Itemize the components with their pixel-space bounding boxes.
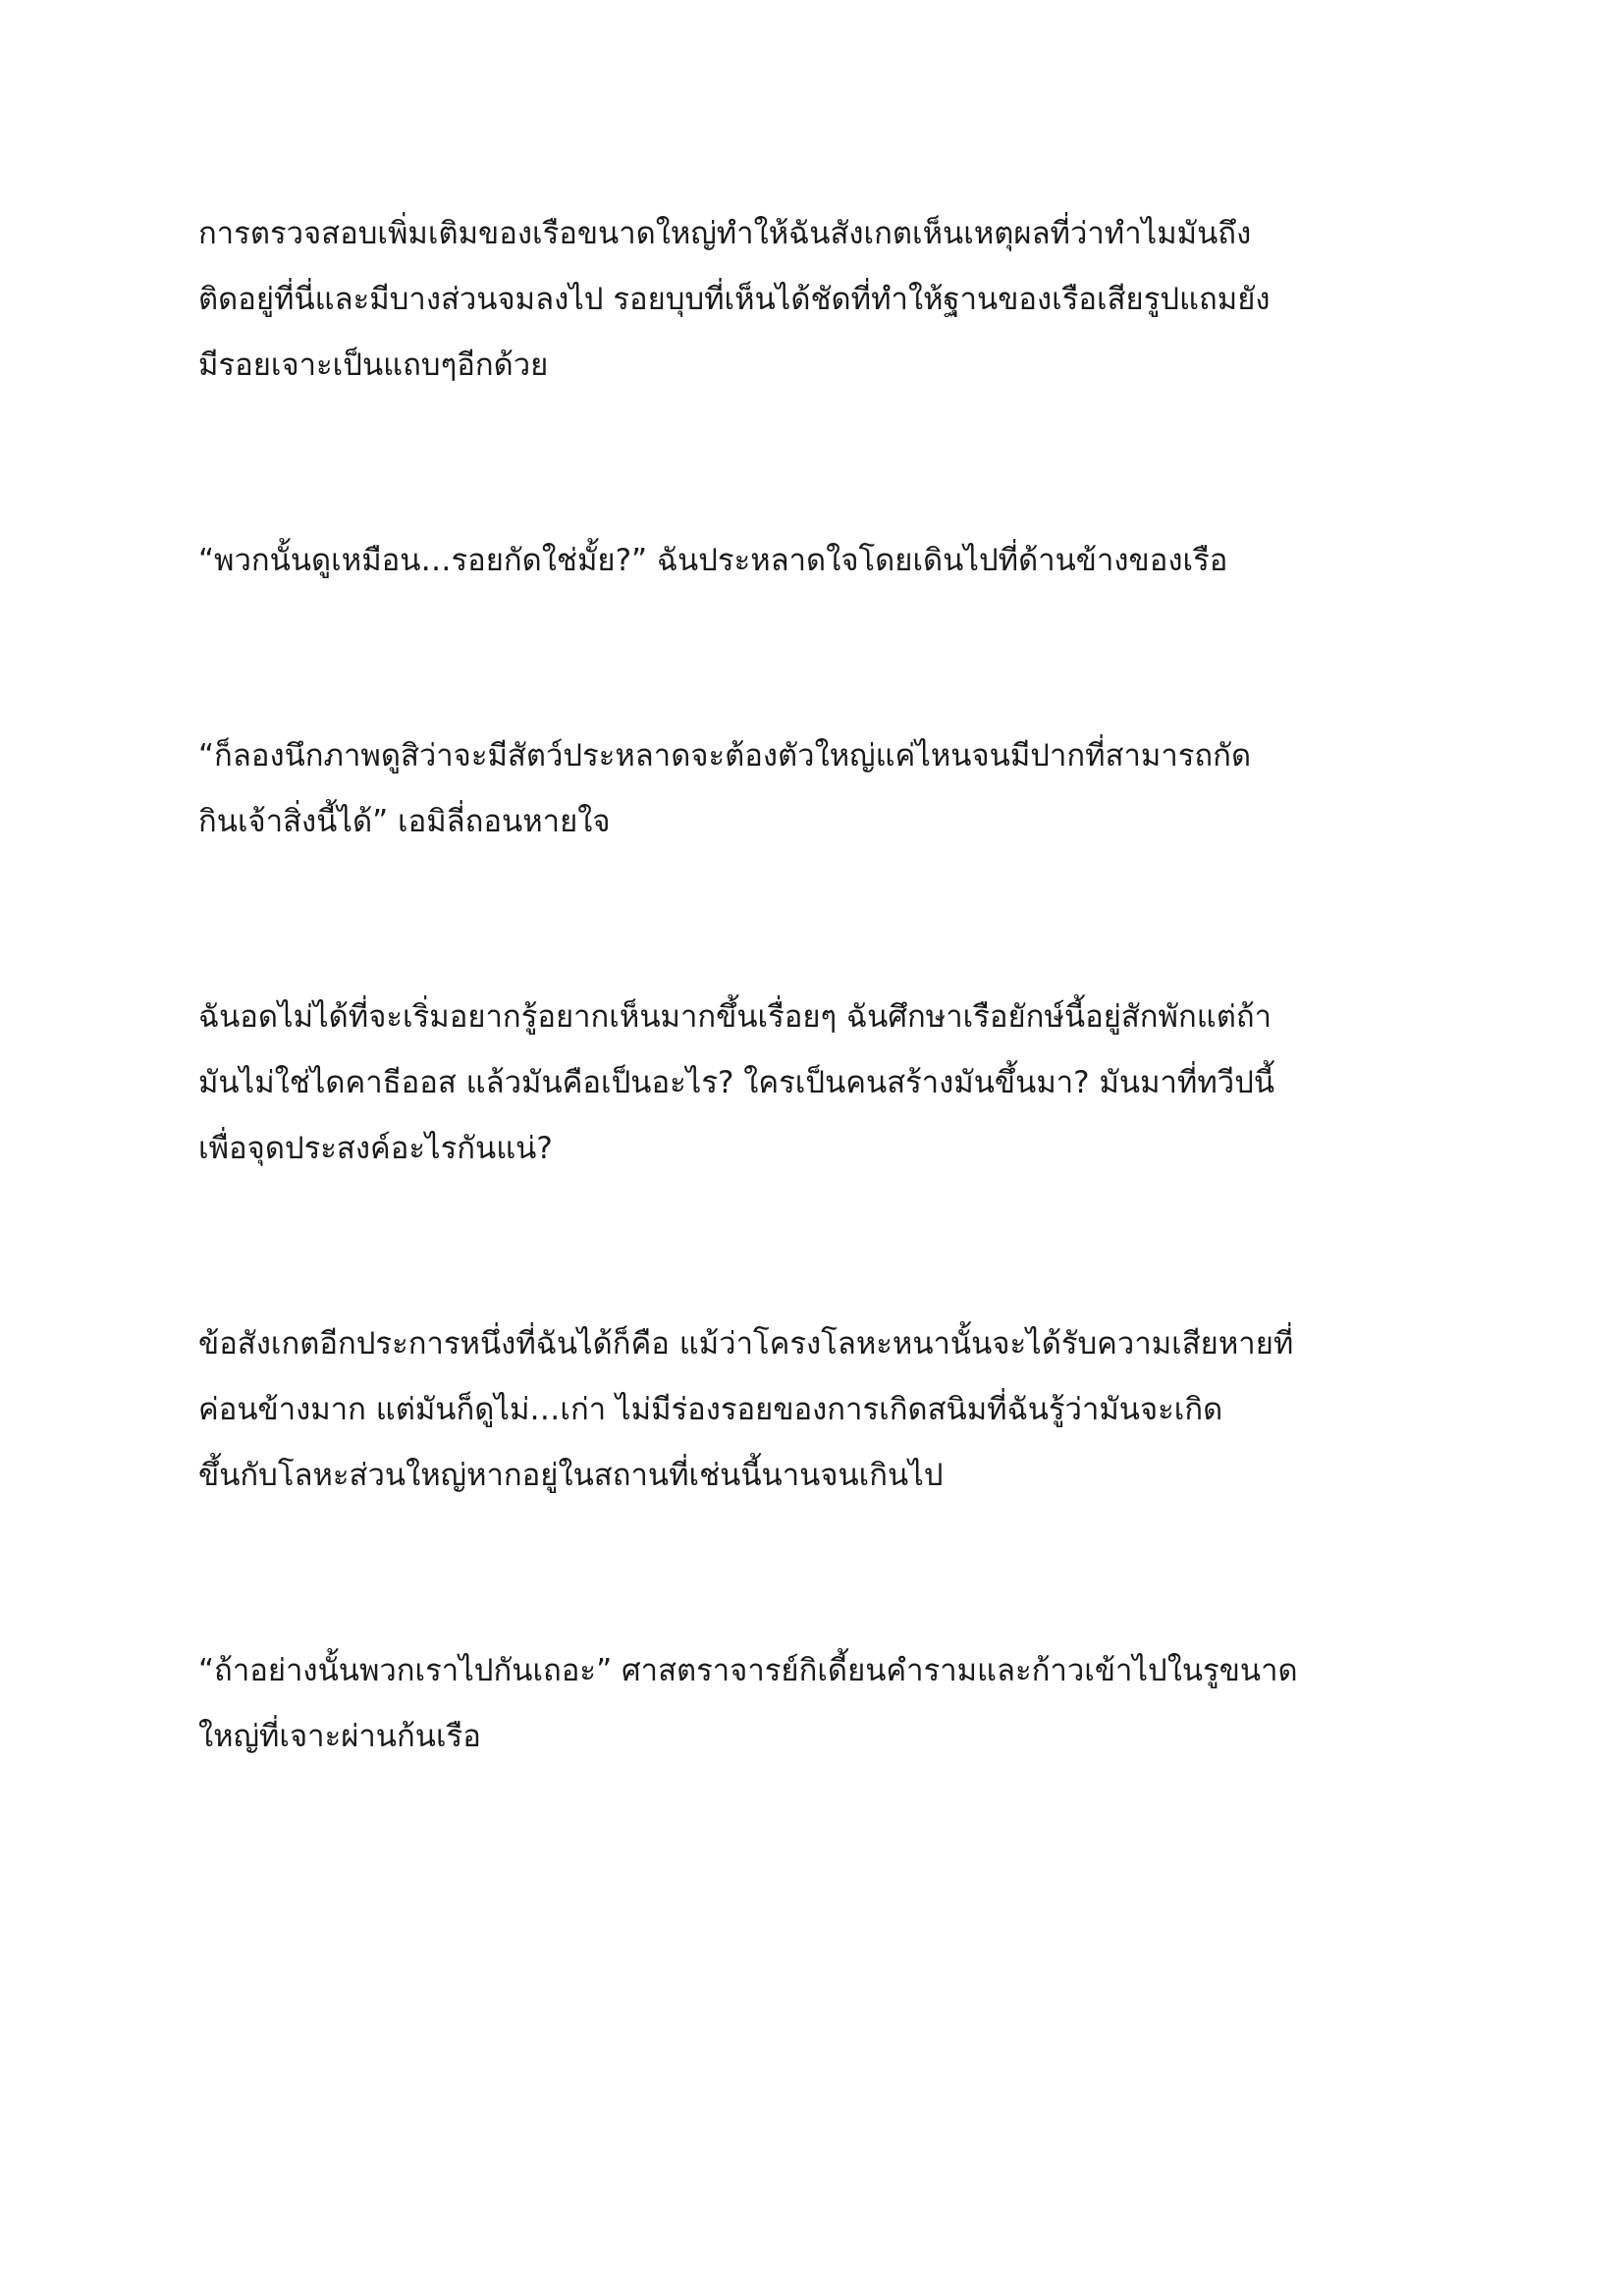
paragraph-gap — [198, 594, 1445, 723]
paragraph-4 — [198, 985, 1445, 1182]
paragraph-gap — [198, 855, 1445, 985]
paragraph-gap — [198, 1182, 1445, 1311]
paragraph-line: มันไม่ใช่ไดคาธีออส แล้วมันคือเป็นอะไร? ใครเป็นคนสร้างมันขึ้นมา? มันมาที่ทวีปนี้ — [198, 1065, 1275, 1100]
paragraph-line: ใหญ่ที่เจาะผ่านก้นเรือ — [198, 1719, 481, 1754]
paragraph-6 — [198, 1638, 1445, 1770]
paragraph-line: ฉันอดไม่ได้ที่จะเริ่มอยากรู้อยากเห็นมากขึ้นเรื่อยๆ ฉันศึกษาเรือยักษ์นี้อยู่สักพักแต่ถ้า — [198, 999, 1272, 1035]
paragraph-line: กินเจ้าสิ่งนี้ได้” เอมิลี่ถอนหายใจ — [198, 804, 611, 839]
paragraph-gap — [198, 399, 1445, 528]
paragraph-line: มีรอยเจาะเป็นแถบๆอีกด้วย — [198, 347, 549, 383]
paragraph-gap — [198, 1509, 1445, 1638]
paragraph-line: “พวกนั้นดูเหมือน…รอยกัดใช่มั้ย?” ฉันประหลาดใจโดยเดินไปที่ด้านข้างของเรือ — [198, 543, 1228, 578]
paragraph-line: ติดอยู่ที่นี่และมีบางส่วนจมลงไป รอยบุบที่เห็นได้ชัดที่ทำให้ฐานของเรือเสียรูปแถมยัง — [198, 282, 1271, 317]
paragraph-line: “ถ้าอย่างนั้นพวกเราไปกันเถอะ” ศาสตราจารย์กิเดี้ยนคำรามและก้าวเข้าไปในรูขนาด — [198, 1653, 1298, 1688]
document-body — [198, 201, 1445, 1770]
paragraph-2 — [198, 528, 1445, 594]
paragraph-line: ข้อสังเกตอีกประการหนึ่งที่ฉันได้ก็คือ แม้ว่าโครงโลหะหนานั้นจะได้รับความเสียหายที่ — [198, 1326, 1294, 1362]
paragraph-3 — [198, 723, 1445, 855]
paragraph-5 — [198, 1311, 1445, 1509]
paragraph-line: การตรวจสอบเพิ่มเติมของเรือขนาดใหญ่ทำให้ฉันสังเกตเห็นเหตุผลที่ว่าทำไมมันถึง — [198, 216, 1252, 251]
paragraph-1 — [198, 201, 1445, 399]
paragraph-line: ขึ้นกับโลหะส่วนใหญ่หากอยู่ในสถานที่เช่นนี้นานจนเกินไป — [198, 1458, 944, 1493]
paragraph-line: ค่อนข้างมาก แต่มันก็ดูไม่…เก่า ไม่มีร่องรอยของการเกิดสนิมที่ฉันรู้ว่ามันจะเกิด — [198, 1392, 1223, 1427]
paragraph-line: เพื่อจุดประสงค์อะไรกันแน่? — [198, 1131, 553, 1166]
paragraph-line: “ก็ลองนึกภาพดูสิว่าจะมีสัตว์ประหลาดจะต้องตัวใหญ่แค่ไหนจนมีปากที่สามารถกัด — [198, 738, 1252, 774]
